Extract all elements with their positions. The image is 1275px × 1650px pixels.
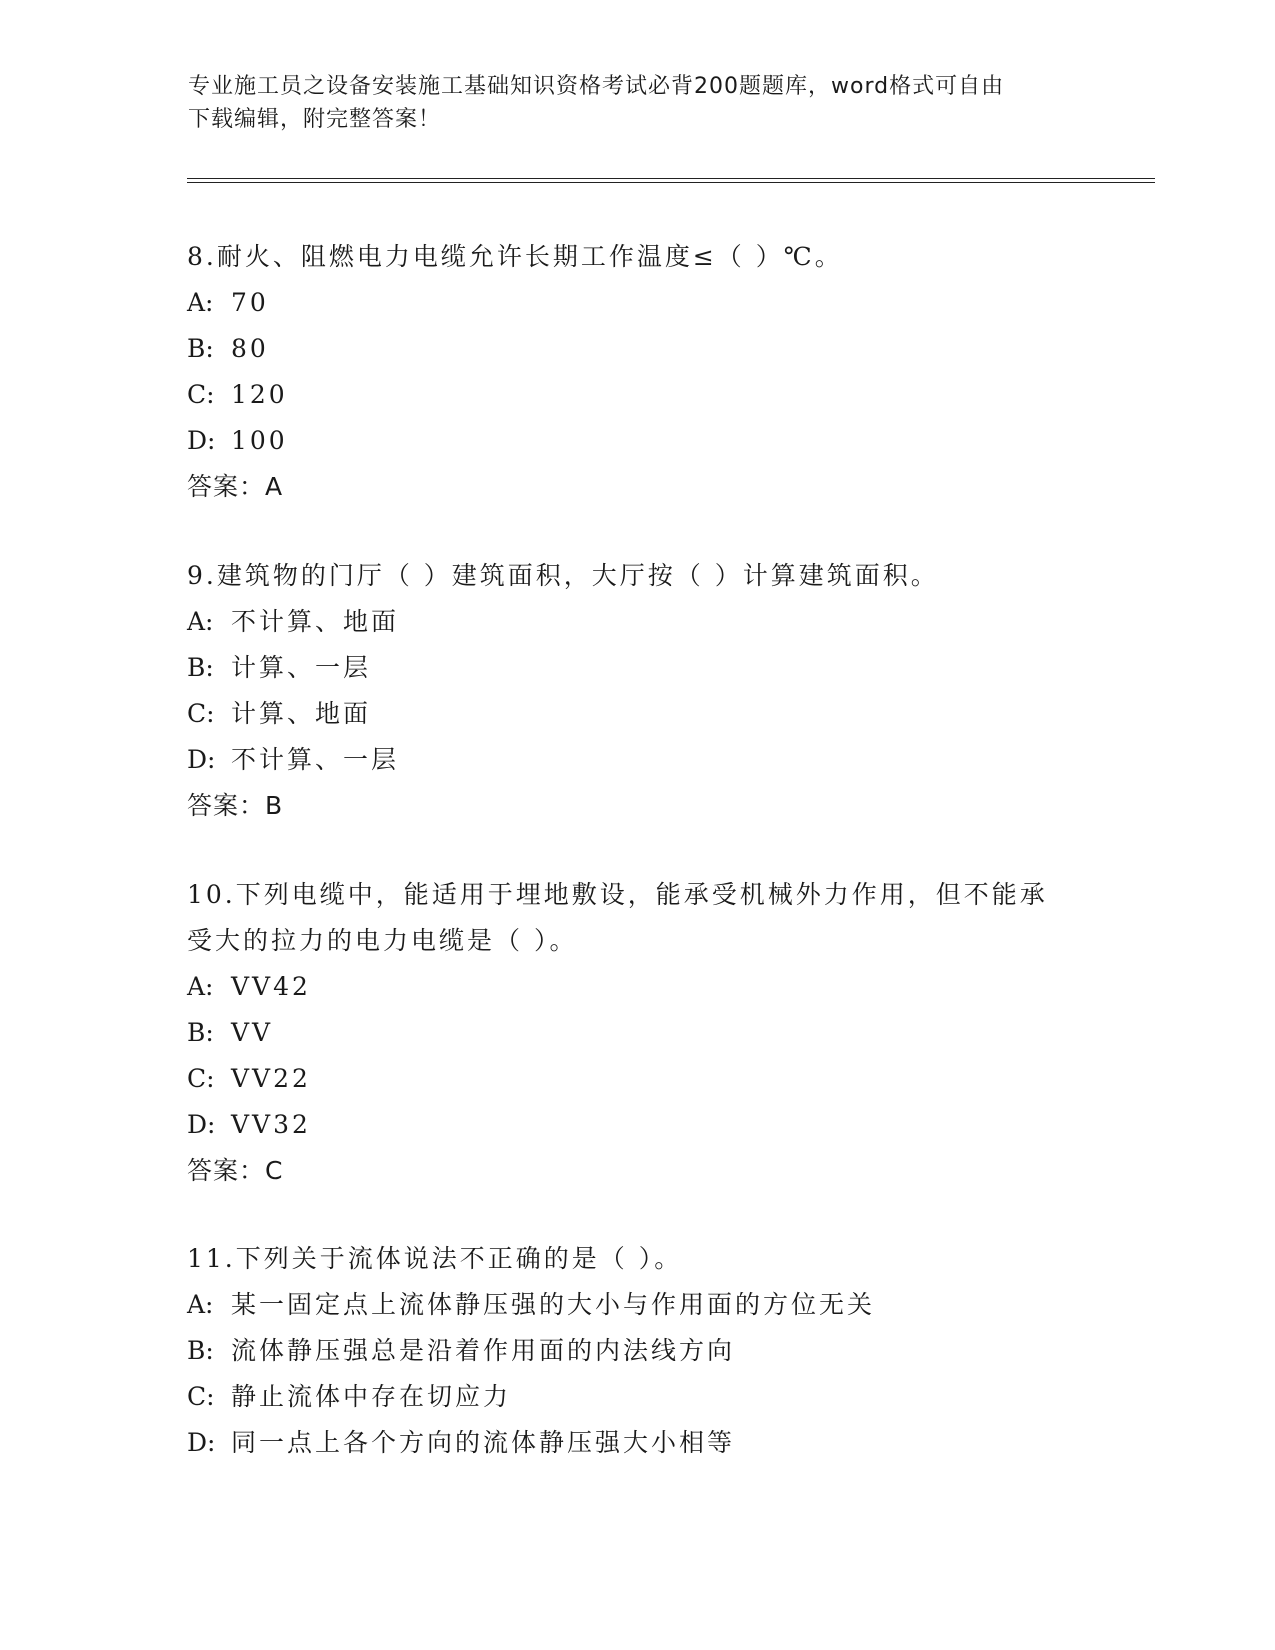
option-d: D: 不计算、一层 [187,745,400,774]
question-stem: 11.下列关于流体说法不正确的是（ ）。 [187,1244,683,1273]
option-d: D: VV32 [187,1110,311,1139]
option-c: C: 静止流体中存在切应力 [187,1382,512,1411]
question-item [187,234,1087,510]
option-d: D: 100 [187,426,288,455]
question-stem: 8.耐火、阻燃电力电缆允许长期工作温度≤（ ）℃。 [187,242,843,271]
answer-line: 答案：B [187,791,284,820]
option-d: D: 同一点上各个方向的流体静压强大小相等 [187,1428,736,1457]
question-stem: 10.下列电缆中，能适用于埋地敷设，能承受机械外力作用，但不能承 [187,880,1048,909]
question-item [187,553,1087,829]
answer-line: 答案：A [187,472,284,501]
option-c: C: VV22 [187,1064,311,1093]
option-b: B: 80 [187,334,269,363]
header-line-2: 下载编辑，附完整答案！ [188,107,442,132]
option-b: B: 流体静压强总是沿着作用面的内法线方向 [187,1336,736,1365]
option-b: B: 计算、一层 [187,653,372,682]
option-a: A: 某一固定点上流体静压强的大小与作用面的方位无关 [187,1290,876,1319]
question-item [187,1236,1087,1466]
header-line-1: 专业施工员之设备安装施工基础知识资格考试必背200题题库，word格式可自由 [188,74,1005,99]
header-divider [187,178,1155,179]
document-header [188,70,1088,136]
option-c: C: 120 [187,380,288,409]
option-a: A: 70 [187,288,269,317]
answer-line: 答案：C [187,1156,284,1185]
option-b: B: VV [187,1018,274,1047]
question-item [187,872,1087,1194]
header-divider-second [187,182,1155,183]
option-a: A: VV42 [187,972,311,1001]
question-stem: 9.建筑物的门厅（ ）建筑面积，大厅按（ ）计算建筑面积。 [187,561,939,590]
question-stem-continued: 受大的拉力的电力电缆是（ ）。 [187,926,578,955]
option-a: A: 不计算、地面 [187,607,400,636]
option-c: C: 计算、地面 [187,699,372,728]
